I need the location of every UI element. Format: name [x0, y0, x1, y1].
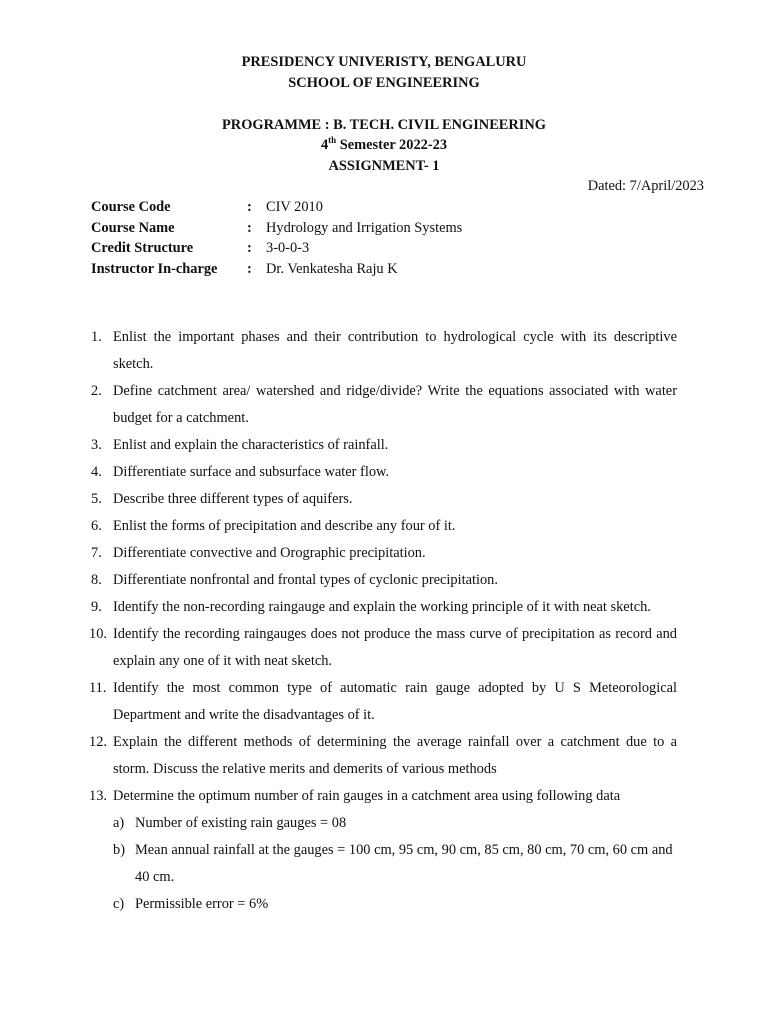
- sub-item-letter: c): [113, 896, 125, 912]
- semester-text: Semester 2022-23: [336, 137, 448, 153]
- question-item: [91, 459, 677, 486]
- info-colon: :: [247, 199, 252, 215]
- info-colon: :: [247, 219, 252, 236]
- info-colon: :: [247, 260, 252, 277]
- question-text: Identify the non-recording raingauge and explain the working principle of it with neat sketch.: [113, 599, 651, 615]
- sub-item-letter: b): [113, 842, 125, 858]
- question-text: Differentiate convective and Orographic precipitation.: [113, 545, 426, 561]
- question-item: [91, 432, 677, 459]
- question-number: 3.: [91, 437, 102, 453]
- course-info-table: [91, 199, 691, 281]
- question-number: 7.: [91, 545, 102, 561]
- question-number: 6.: [91, 518, 102, 534]
- info-label: Course Name: [91, 219, 175, 236]
- question-number: 5.: [91, 491, 102, 507]
- info-value: Hydrology and Irrigation Systems: [266, 219, 463, 236]
- question-number: 2.: [91, 383, 102, 399]
- question-number: 9.: [91, 599, 102, 615]
- question-text: Describe three different types of aquifers.: [113, 491, 353, 507]
- question-number: 8.: [91, 572, 102, 588]
- sub-item-text: Number of existing rain gauges = 08: [135, 815, 347, 831]
- question-text: Enlist and explain the characteristics of rainfall.: [113, 437, 389, 453]
- info-label: Credit Structure: [91, 240, 194, 256]
- question-item: [91, 594, 677, 621]
- date-line: Dated: 7/April/2023: [587, 178, 704, 194]
- question-item: [91, 324, 677, 378]
- question-item: [91, 486, 677, 513]
- question-number: 11.: [89, 680, 107, 696]
- question-item: [91, 675, 677, 729]
- question-item: [91, 567, 677, 594]
- question-number: 4.: [91, 464, 102, 480]
- question-number: 1.: [91, 329, 102, 345]
- programme-title: PROGRAMME : B. TECH. CIVIL ENGINEERING: [222, 117, 546, 133]
- info-label: Course Code: [91, 199, 171, 215]
- info-colon: :: [247, 240, 252, 256]
- sub-item-text: Permissible error = 6%: [135, 896, 269, 912]
- sub-item: [91, 891, 677, 918]
- semester-suffix: th: [328, 135, 337, 146]
- question-number: 10.: [89, 626, 107, 642]
- question-text: Identify the most common type of automatic rain gauge adopted by U S Meteorological Department and write the disadvantages of it.: [113, 680, 677, 723]
- info-value: 3-0-0-3: [266, 240, 310, 256]
- question-text: Enlist the forms of precipitation and describe any four of it.: [113, 518, 456, 534]
- question-item: [91, 783, 677, 810]
- sub-item: [91, 837, 677, 891]
- question-text: Determine the optimum number of rain gauges in a catchment area using following data: [113, 788, 621, 804]
- course-info-row: [91, 240, 691, 261]
- course-info-row: [91, 220, 691, 241]
- question-item: [91, 540, 677, 567]
- info-label: Instructor In-charge: [91, 260, 218, 277]
- course-info-row: [91, 199, 691, 220]
- info-value: CIV 2010: [266, 199, 323, 215]
- assignment-title: ASSIGNMENT- 1: [328, 158, 440, 174]
- school-title: SCHOOL OF ENGINEERING: [288, 75, 480, 91]
- semester-number: 4: [320, 137, 329, 153]
- question-text: Define catchment area/ watershed and ridge/divide? Write the equations associated with water budget for a catchment.: [113, 383, 677, 426]
- question-text: Identify the recording raingauges does not produce the mass curve of precipitation as record and explain any one of it with neat sketch.: [113, 626, 677, 669]
- question-text: Enlist the important phases and their contribution to hydrological cycle with its descriptive sketch.: [113, 329, 677, 372]
- question-item: [91, 513, 677, 540]
- sub-item-text: Mean annual rainfall at the gauges = 100 cm, 95 cm, 90 cm, 85 cm, 80 cm, 70 cm, 60 cm and 40 cm.: [135, 842, 673, 885]
- question-text: Differentiate nonfrontal and frontal types of cyclonic precipitation.: [113, 572, 498, 588]
- question-item: [91, 729, 677, 783]
- question-text: Differentiate surface and subsurface water flow.: [113, 464, 390, 480]
- question-item: [91, 621, 677, 675]
- course-info-row: [91, 261, 691, 282]
- university-title: PRESIDENCY UNIVERISTY, BENGALURU: [241, 54, 527, 70]
- question-item: [91, 378, 677, 432]
- question-text: Explain the different methods of determining the average rainfall over a catchment due to a storm. Discuss the relative merits and demerits of various methods: [113, 734, 677, 777]
- question-number: 12.: [89, 734, 107, 750]
- sub-item-letter: a): [113, 815, 125, 831]
- info-value: Dr. Venkatesha Raju K: [266, 260, 398, 277]
- question-list: [91, 324, 677, 918]
- semester-title: [0, 137, 768, 154]
- question-number: 13.: [89, 788, 107, 804]
- sub-item: [91, 810, 677, 837]
